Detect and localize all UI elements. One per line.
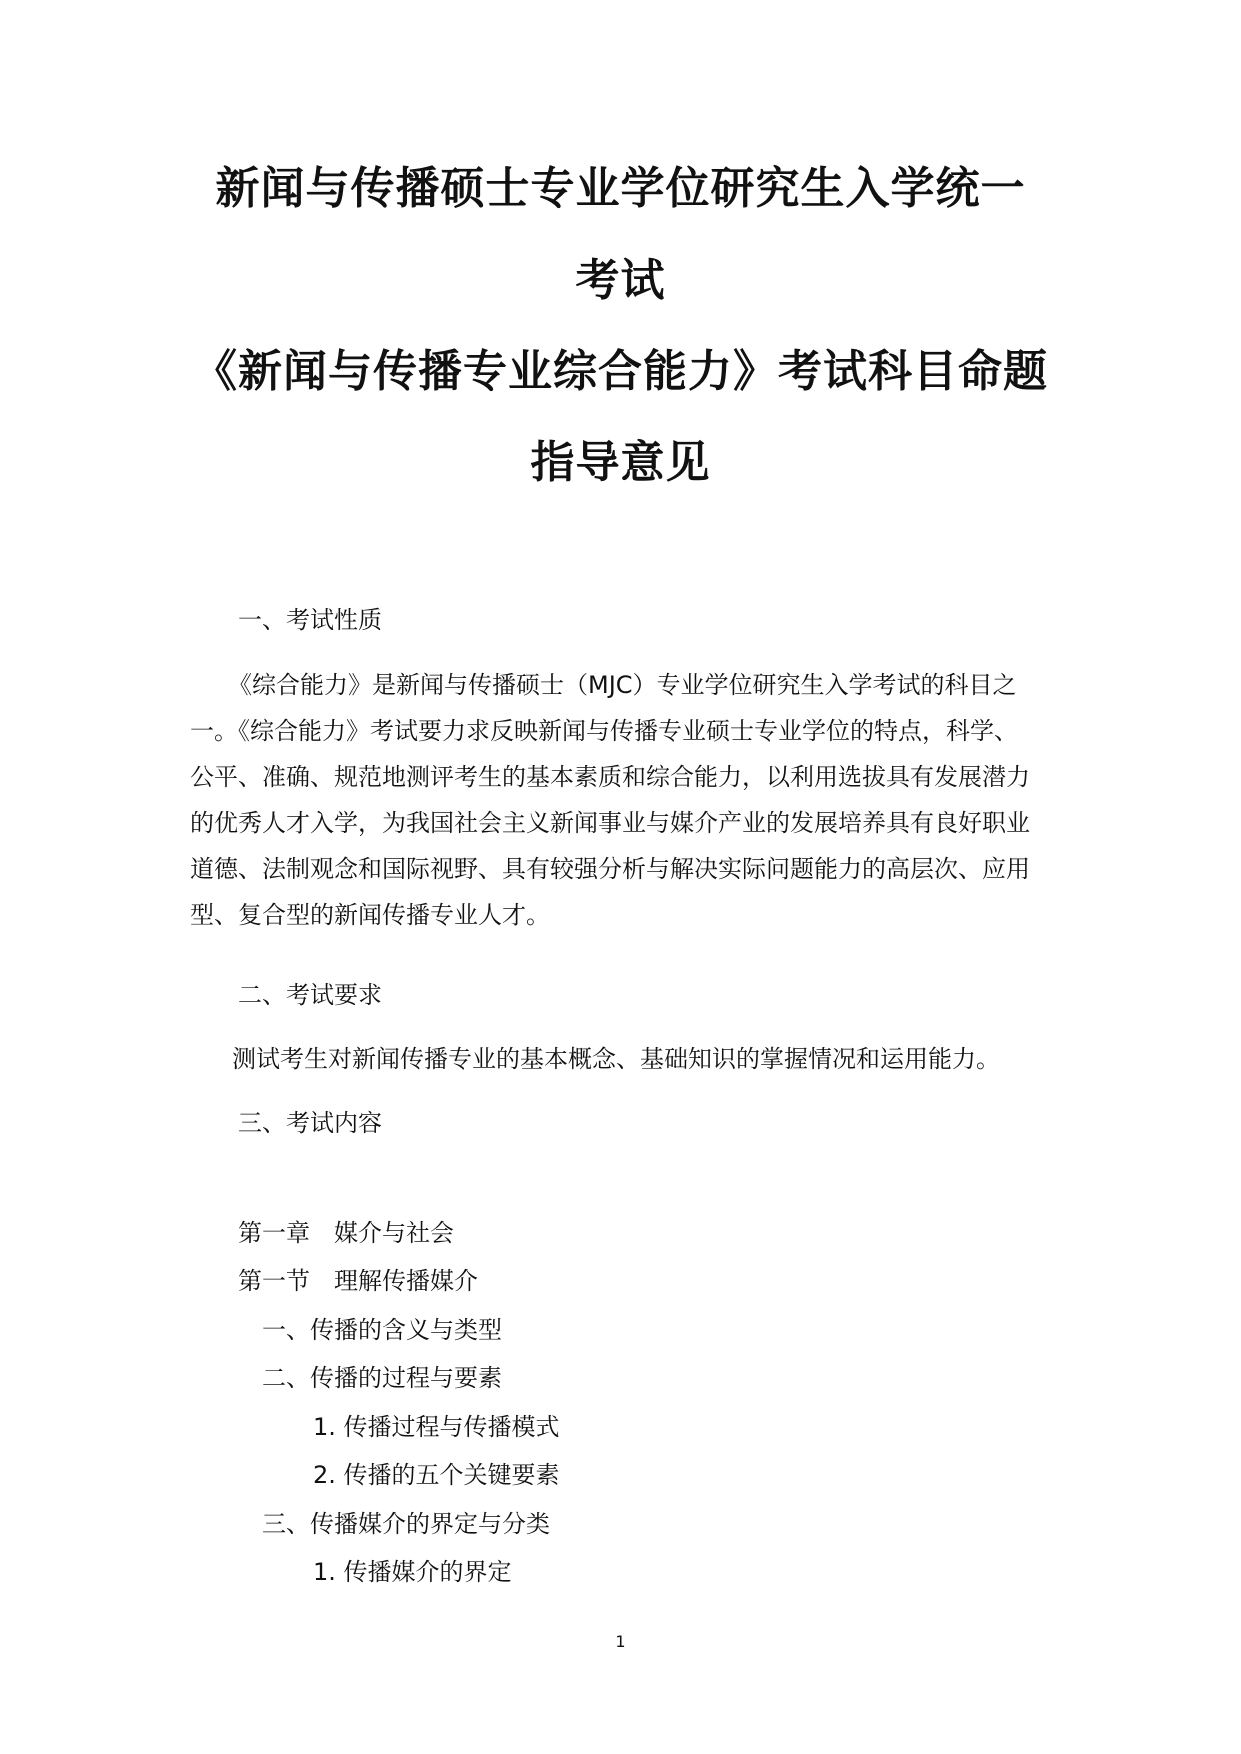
outline-item: 二、传播的过程与要素 [262, 1364, 502, 1392]
exam-requirements-text: 测试考生对新闻传播专业的基本概念、基础知识的掌握情况和运用能力。 [232, 1045, 1000, 1073]
paragraph-line: 的优秀人才入学，为我国社会主义新闻事业与媒介产业的发展培养具有良好职业 [190, 809, 1030, 837]
section-heading-exam-requirements: 二、考试要求 [238, 981, 382, 1009]
page-number: 1 [615, 1632, 626, 1651]
section-heading-exam-nature: 一、考试性质 [238, 606, 382, 634]
outline-item: 三、传播媒介的界定与分类 [262, 1510, 550, 1538]
paragraph-line: 一。《综合能力》考试要力求反映新闻与传播专业硕士专业学位的特点，科学、 [190, 717, 1018, 745]
exam-nature-paragraph [190, 662, 1050, 938]
paragraph-line: 道德、法制观念和国际视野、具有较强分析与解决实际问题能力的高层次、应用 [190, 855, 1030, 883]
outline-subitem: 2. 传播的五个关键要素 [313, 1461, 560, 1489]
outline-subitem: 1. 传播媒介的界定 [313, 1558, 512, 1586]
document-title-line-1: 新闻与传播硕士专业学位研究生入学统一 [215, 163, 1026, 214]
outline-chapter: 第一章 媒介与社会 [238, 1219, 454, 1247]
paragraph-line: 公平、准确、规范地测评考生的基本素质和综合能力，以利用选拔具有发展潜力 [190, 763, 1030, 791]
outline-section: 第一节 理解传播媒介 [238, 1267, 478, 1295]
outline-subitem: 1. 传播过程与传播模式 [313, 1413, 560, 1441]
document-title-line-4: 指导意见 [530, 437, 711, 488]
section-heading-exam-content: 三、考试内容 [238, 1109, 382, 1137]
paragraph-line: 型、复合型的新闻传播专业人才。 [190, 901, 550, 929]
document-title-line-2: 考试 [575, 255, 666, 306]
paragraph-line: 《综合能力》是新闻与传播硕士（MJC）专业学位研究生入学考试的科目之 [228, 671, 1017, 699]
outline-item: 一、传播的含义与类型 [262, 1316, 502, 1344]
document-title-line-3: 《新闻与传播专业综合能力》考试科目命题 [193, 346, 1048, 397]
